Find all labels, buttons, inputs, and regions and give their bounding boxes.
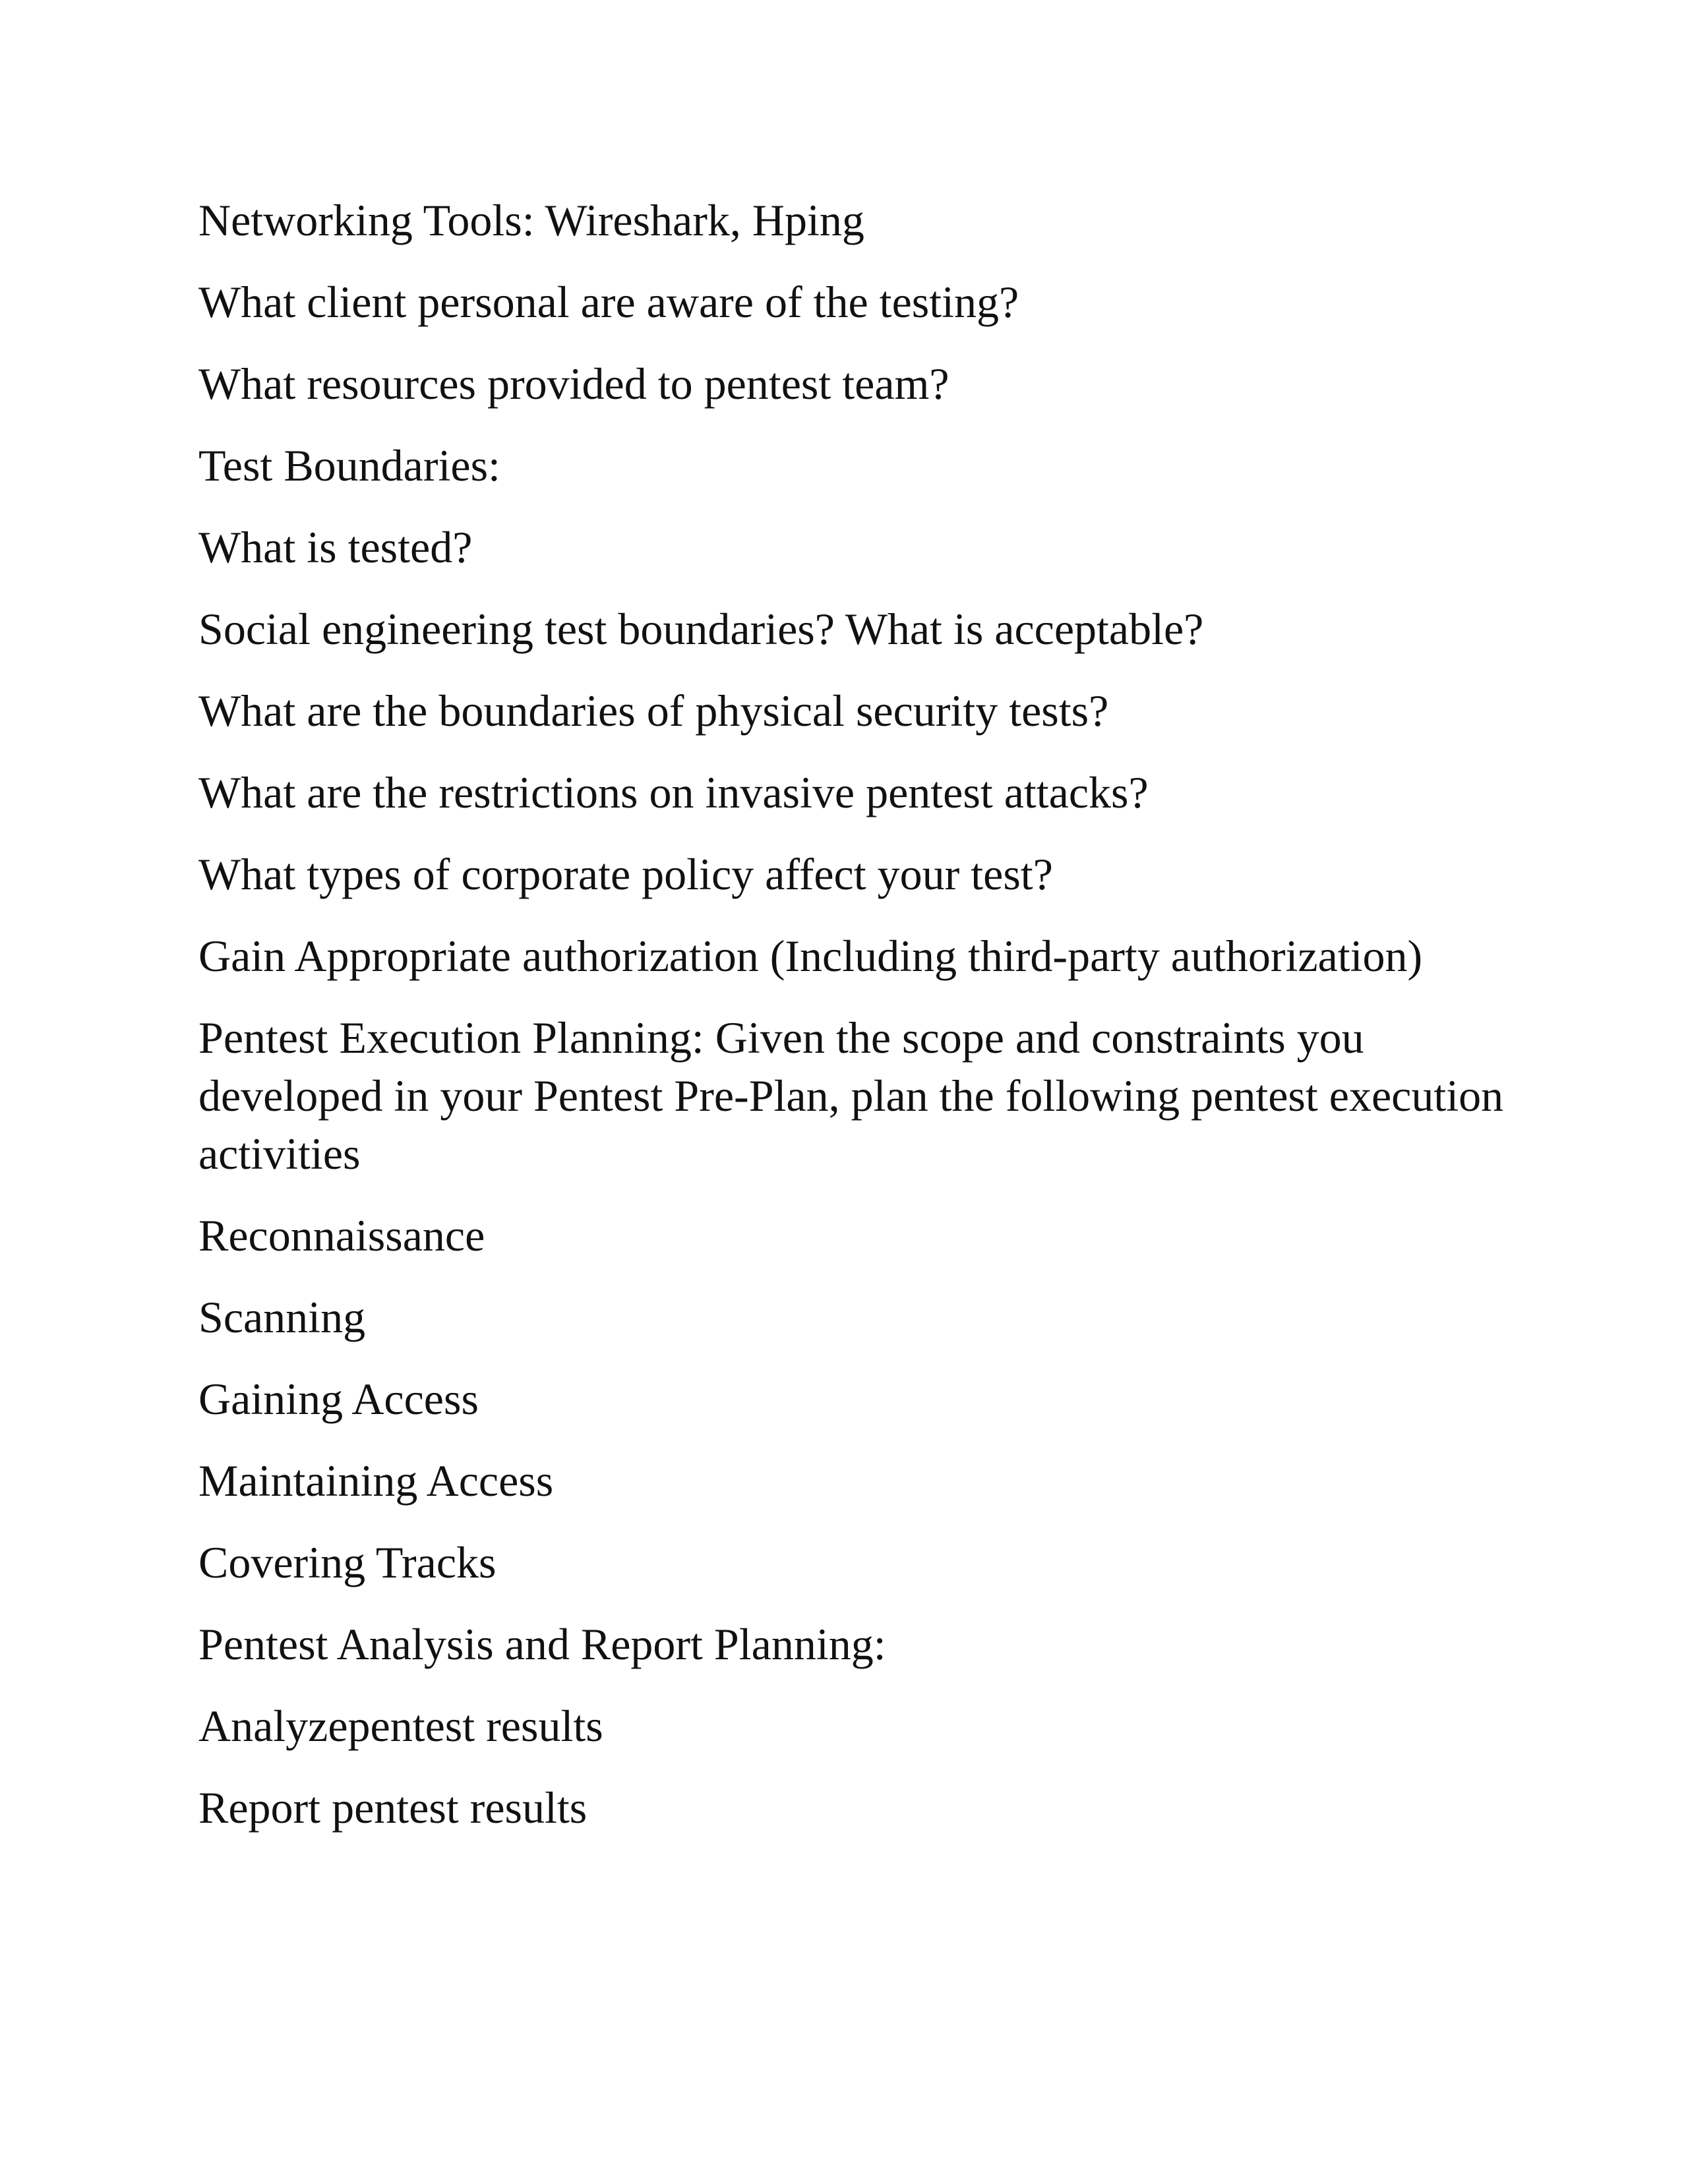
- authorization-line: Gain Appropriate authorization (Including third-party authorization): [198, 931, 1423, 981]
- covering-tracks-item: Covering Tracks: [198, 1537, 497, 1587]
- reconnaissance-item: Reconnaissance: [198, 1210, 485, 1260]
- client-personnel-question: What client personal are aware of the testing?: [198, 277, 1019, 327]
- test-boundaries-heading: Test Boundaries:: [198, 440, 500, 490]
- report-results-item: Report pentest results: [198, 1783, 588, 1833]
- corporate-policy-question: What types of corporate policy affect your test?: [198, 849, 1053, 899]
- physical-security-question: What are the boundaries of physical security tests?: [198, 686, 1109, 736]
- document-body: [198, 191, 1517, 1860]
- social-engineering-question: Social engineering test boundaries? What is acceptable?: [198, 604, 1204, 654]
- execution-planning-paragraph: Pentest Execution Planning: Given the scope and constraints you developed in your Pentest Pre-Plan, plan the following pentest execution activities: [198, 1013, 1504, 1179]
- analysis-report-heading: Pentest Analysis and Report Planning:: [198, 1619, 886, 1669]
- analyze-results-item: Analyzepentest results: [198, 1701, 603, 1751]
- maintaining-access-item: Maintaining Access: [198, 1456, 554, 1506]
- resources-question: What resources provided to pentest team?: [198, 359, 950, 409]
- invasive-attacks-question: What are the restrictions on invasive pentest attacks?: [198, 767, 1149, 817]
- scanning-item: Scanning: [198, 1292, 366, 1342]
- gaining-access-item: Gaining Access: [198, 1374, 479, 1424]
- networking-tools-line: Networking Tools: Wireshark, Hping: [198, 195, 864, 245]
- what-is-tested-question: What is tested?: [198, 522, 473, 572]
